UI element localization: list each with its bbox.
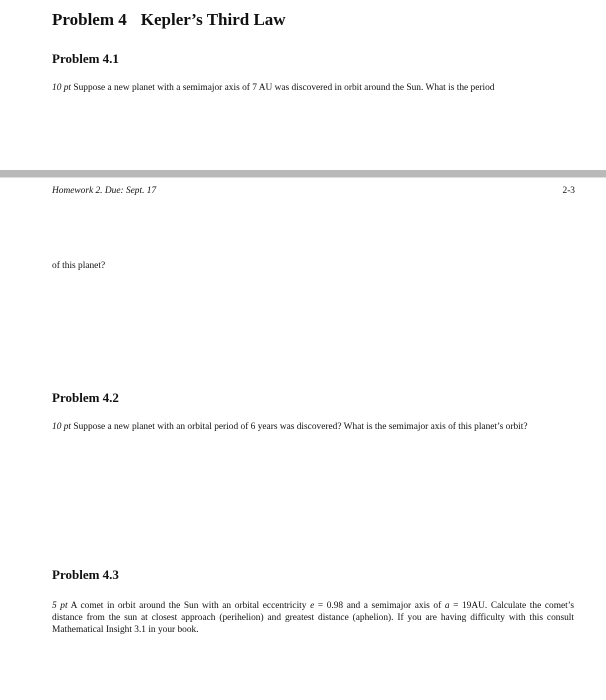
problem-4-1-title: Problem 4.1 — [52, 51, 119, 66]
problem-4-2-question: Suppose a new planet with an orbital period of 6 years was discovered? What is the semimajor axis of this planet’s orbit? — [73, 422, 528, 432]
eccentricity-value: = 0.98 and a semimajor axis of — [314, 601, 445, 611]
problem-4-3-question-b: Calculate the comet’s distance from the sun at closest approach (perihelion) and greatest distance (aphelion). If you are having difficulty with this consult Mathematical Insight 3.1 in your book. — [52, 601, 575, 635]
running-head: Homework 2. Due: Sept. 17 — [52, 186, 157, 196]
page-number: 2-3 — [562, 186, 575, 196]
problem-4-2-text — [52, 421, 574, 433]
problem-4-3-title: Problem 4.3 — [52, 567, 119, 582]
section-heading — [52, 10, 286, 30]
semimajor-axis-variable: a — [444, 601, 450, 611]
problem-4-1-question: Suppose a new planet with a semimajor axis of 7 AU was discovered in orbit around the Sun. What is the period — [73, 83, 495, 93]
problem-4-2-title: Problem 4.2 — [52, 390, 119, 405]
page-break-shadow — [0, 177, 606, 178]
problem-4-1-continuation: of this planet? — [52, 261, 106, 271]
problem-4-1-text — [52, 82, 592, 94]
problem-4-1-points: 10 pt — [52, 83, 72, 93]
section-number: Problem 4 — [52, 10, 127, 29]
page-break — [0, 170, 606, 177]
eccentricity-variable: e — [310, 601, 315, 611]
section-title: Kepler’s Third Law — [140, 10, 286, 29]
problem-4-3-points: 5 pt — [52, 601, 68, 611]
problem-4-3-question-a: A comet in orbit around the Sun with an orbital eccentricity — [70, 601, 311, 611]
semimajor-axis-value: = 19AU. — [449, 601, 488, 611]
problem-4-2-points: 10 pt — [52, 422, 72, 432]
problem-4-3-text — [52, 600, 574, 636]
